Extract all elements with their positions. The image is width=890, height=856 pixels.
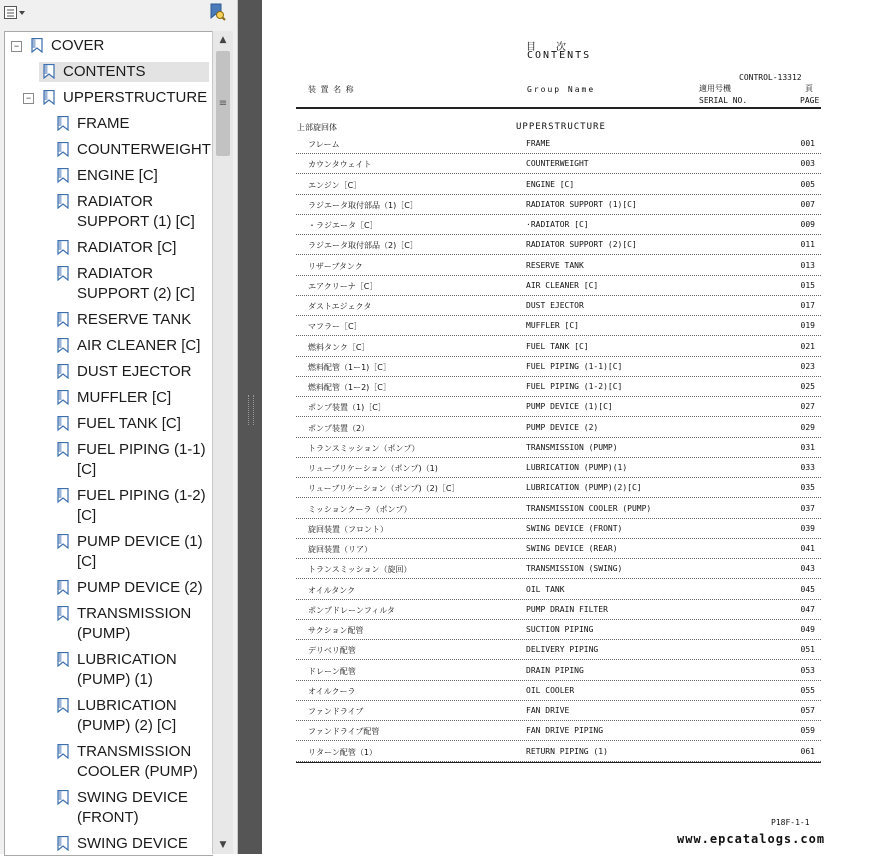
item-name-en: OIL TANK — [526, 584, 565, 594]
section-title-en: UPPERSTRUCTURE — [516, 122, 606, 132]
bookmark-icon — [57, 652, 69, 667]
contents-row — [296, 518, 821, 539]
bookmarks-panel — [0, 0, 238, 854]
bookmark-muffler-c[interactable] — [57, 388, 209, 408]
bookmark-label: RESERVE TANK — [77, 311, 192, 328]
item-page: 061 — [800, 746, 815, 756]
title-japanese: 目 次 — [526, 42, 566, 53]
bookmark-air-cleaner-c[interactable] — [57, 336, 209, 356]
item-name-en: AIR CLEANER [C] — [526, 280, 599, 290]
item-name-en: RESERVE TANK — [526, 260, 584, 270]
bookmark-label: SWING DEVICE — [77, 835, 188, 852]
header-page-en: PAGE — [800, 96, 820, 105]
item-page: 009 — [800, 220, 815, 229]
item-name-jp: リザーブタンク — [308, 261, 363, 271]
watermark-url: www.epcatalogs.com — [677, 832, 826, 846]
item-page: 021 — [800, 341, 815, 351]
bookmark-upperstructure[interactable] — [43, 88, 209, 108]
scroll-up-arrow[interactable]: ▲ — [219, 35, 227, 45]
bookmark-label: FUEL PIPING (1-2) [C] — [77, 487, 206, 524]
item-name-jp: フレーム — [308, 140, 340, 149]
item-page: 017 — [800, 301, 815, 310]
collapse-toggle[interactable]: − — [23, 93, 34, 104]
item-name-en: ENGINE [C] — [526, 179, 575, 189]
bookmark-frame[interactable] — [57, 114, 209, 134]
contents-row — [296, 376, 821, 397]
item-name-en: PUMP DEVICE (1)[C] — [526, 402, 613, 412]
bookmark-label: COUNTERWEIGHT — [77, 141, 211, 158]
bookmark-label: RADIATOR [C] — [77, 239, 177, 256]
bookmark-label: FRAME — [77, 115, 130, 132]
header-page-jp: 頁 — [805, 84, 813, 93]
bookmark-icon — [57, 416, 69, 431]
bookmark-label: MUFFLER [C] — [77, 389, 172, 406]
bookmark-engine-c[interactable] — [57, 166, 209, 186]
item-page: 035 — [800, 483, 815, 493]
bookmark-fuel-piping-1-1-c[interactable] — [57, 440, 209, 480]
contents-row — [296, 315, 821, 336]
item-page: 027 — [800, 402, 815, 412]
contents-row — [296, 133, 821, 154]
contents-row — [296, 558, 821, 579]
contents-row — [296, 538, 821, 559]
item-name-jp: ドレーン配管 — [308, 666, 356, 676]
item-name-jp: オイルクーラ — [308, 686, 356, 696]
bookmark-icon — [57, 364, 69, 379]
bookmark-icon — [57, 698, 69, 713]
item-name-en: RETURN PIPING (1) — [526, 746, 608, 756]
bookmark-radiator-support-1-c[interactable] — [57, 192, 209, 232]
item-name-jp: ポンプ装置（1)［C］ — [308, 403, 386, 413]
bookmark-icon — [57, 836, 69, 851]
bookmark-swing-device[interactable] — [57, 834, 209, 854]
header-group-name: Group Name — [527, 85, 596, 94]
item-name-en: OIL COOLER — [526, 685, 575, 695]
item-name-jp: トランスミッション（旋回） — [308, 565, 412, 575]
header-name-jp: 装 置 名 称 — [308, 85, 355, 94]
bookmark-label: ENGINE [C] — [77, 167, 158, 184]
bookmark-fuel-tank-c[interactable] — [57, 414, 209, 434]
contents-row — [296, 214, 821, 235]
item-page: 007 — [800, 199, 815, 209]
item-name-en: PUMP DEVICE (2) — [526, 422, 599, 432]
bookmark-counterweight[interactable] — [57, 140, 209, 160]
bookmark-label: FUEL TANK [C] — [77, 415, 181, 432]
item-name-jp: ファンドライブ配管 — [308, 727, 380, 737]
item-name-jp: ミッションクーラ（ポンプ） — [308, 504, 412, 514]
item-page: 001 — [800, 139, 815, 148]
contents-row — [296, 295, 821, 316]
bookmark-tree — [4, 31, 213, 856]
item-page: 051 — [800, 645, 815, 655]
item-name-en: FUEL PIPING (1-1)[C] — [526, 361, 623, 371]
contents-row — [296, 234, 821, 255]
bookmark-icon — [57, 442, 69, 457]
contents-row — [296, 356, 821, 377]
bookmark-lubrication-pump-1[interactable] — [57, 650, 209, 690]
bookmark-icon — [57, 744, 69, 759]
page-code: P18F-1-1 — [771, 818, 810, 827]
bookmark-fuel-piping-1-2-c[interactable] — [57, 486, 209, 526]
bookmark-label: DUST EJECTOR — [77, 363, 192, 380]
item-page: 005 — [800, 179, 815, 189]
item-name-en: DUST EJECTOR — [526, 301, 584, 310]
contents-row — [296, 619, 821, 640]
item-page: 037 — [800, 503, 815, 513]
contents-row — [296, 437, 821, 458]
item-name-jp: リターン配管（1） — [308, 747, 377, 757]
item-page: 013 — [800, 260, 815, 270]
item-page: 033 — [800, 463, 815, 472]
item-page: 057 — [800, 706, 815, 715]
contents-row — [296, 680, 821, 701]
item-page: 025 — [800, 382, 815, 391]
item-name-en: RADIATOR SUPPORT (2)[C] — [526, 240, 637, 250]
item-name-en: LUBRICATION (PUMP)(1) — [526, 463, 628, 472]
item-name-jp: リューブリケーション（ポンプ)（2)［C］ — [308, 484, 460, 494]
find-bookmark-button[interactable] — [206, 5, 228, 23]
item-name-jp: ・ラジエータ［C］ — [308, 221, 378, 230]
bookmarks-toolbar — [0, 0, 237, 30]
item-name-en: PUMP DRAIN FILTER — [526, 604, 608, 614]
contents-row — [296, 477, 821, 498]
item-page: 059 — [800, 726, 815, 736]
find-bookmark-icon — [208, 3, 226, 25]
bookmark-label: CONTENTS — [63, 63, 146, 80]
bookmark-reserve-tank[interactable] — [57, 310, 209, 330]
bookmark-label: PUMP DEVICE (2) — [77, 579, 203, 596]
bookmark-label: AIR CLEANER [C] — [77, 337, 201, 354]
bookmark-icon — [57, 338, 69, 353]
bookmark-label: COVER — [51, 37, 105, 54]
item-name-jp: リューブリケーション（ポンプ)（1) — [308, 464, 438, 473]
contents-row — [296, 660, 821, 681]
item-name-jp: ポンプドレーンフィルタ — [308, 605, 395, 615]
contents-row — [296, 579, 821, 600]
item-page: 003 — [800, 159, 815, 169]
item-name-en: LUBRICATION (PUMP)(2)[C] — [526, 483, 642, 493]
bookmark-dust-ejector[interactable] — [57, 362, 209, 382]
item-name-en: SUCTION PIPING — [526, 625, 594, 634]
contents-row — [296, 700, 821, 721]
item-name-en: RADIATOR SUPPORT (1)[C] — [526, 199, 637, 209]
item-name-jp: エアクリーナ［C］ — [308, 281, 378, 291]
item-name-en: MUFFLER [C] — [526, 321, 579, 331]
item-name-en: TRANSMISSION (SWING) — [526, 564, 623, 574]
bookmark-icon — [57, 194, 69, 209]
item-page: 011 — [800, 240, 815, 250]
bookmark-lubrication-pump-2-c[interactable] — [57, 696, 209, 736]
bookmark-label: RADIATOR SUPPORT (2) [C] — [77, 265, 195, 302]
item-name-jp: 旋回装置（フロント） — [308, 524, 388, 534]
contents-row — [296, 417, 821, 438]
bookmark-icon — [31, 38, 43, 53]
title-contents: CONTENTS — [527, 50, 592, 61]
bookmark-icon — [57, 266, 69, 281]
item-name-jp: エンジン［C］ — [308, 180, 362, 190]
item-name-en: DRAIN PIPING — [526, 665, 584, 675]
bookmark-cover[interactable] — [31, 36, 209, 56]
item-name-en: FUEL PIPING (1-2)[C] — [526, 382, 623, 391]
bookmark-scrollbar[interactable] — [212, 31, 233, 854]
bookmark-icon — [43, 64, 55, 79]
item-name-en: SWING DEVICE (REAR) — [526, 544, 618, 553]
item-page: 055 — [800, 685, 815, 695]
bookmark-radiator-c[interactable] — [57, 238, 209, 258]
bookmark-icon — [57, 240, 69, 255]
contents-row — [296, 639, 821, 660]
bookmark-icon — [57, 312, 69, 327]
bookmark-icon — [57, 116, 69, 131]
bookmark-label: FUEL PIPING (1-1) [C] — [77, 441, 206, 478]
bookmark-icon — [57, 534, 69, 549]
bookmark-icon — [57, 142, 69, 157]
item-name-jp: トランスミッション（ポンプ） — [308, 443, 420, 453]
bookmark-icon — [57, 580, 69, 595]
item-name-jp: 燃料配管（1ー2)［C］ — [308, 383, 391, 392]
panel-splitter[interactable] — [238, 0, 262, 854]
scroll-down-arrow[interactable]: ▼ — [219, 840, 227, 850]
item-page: 023 — [800, 361, 815, 371]
contents-row — [296, 194, 821, 215]
item-name-jp: 燃料配管（1ー1)［C］ — [308, 362, 391, 372]
item-page: 053 — [800, 665, 815, 675]
contents-row — [296, 396, 821, 417]
contents-row — [296, 457, 821, 478]
item-page: 043 — [800, 564, 815, 574]
bookmark-label: TRANSMISSION COOLER (PUMP) — [77, 743, 198, 780]
bookmark-pump-device-1-c[interactable] — [57, 532, 209, 572]
bookmark-icon — [57, 390, 69, 405]
item-name-en: COUNTERWEIGHT — [526, 159, 589, 169]
item-page: 041 — [800, 544, 815, 553]
item-name-jp: カウンタウェイト — [308, 160, 372, 170]
bookmark-label: PUMP DEVICE (1) [C] — [77, 533, 203, 570]
item-name-en: FAN DRIVE — [526, 706, 570, 715]
item-name-jp: オイルタンク — [308, 585, 356, 595]
item-name-en: TRANSMISSION (PUMP) — [526, 442, 618, 452]
bookmark-pump-device-2[interactable] — [57, 578, 209, 598]
scroll-thumb[interactable]: ≡ — [216, 51, 230, 156]
bookmark-icon — [57, 790, 69, 805]
contents-row — [296, 720, 821, 741]
contents-row — [296, 275, 821, 296]
bookmark-label: RADIATOR SUPPORT (1) [C] — [77, 193, 195, 230]
item-name-en: DELIVERY PIPING — [526, 645, 599, 655]
contents-row — [296, 153, 821, 174]
item-page: 029 — [800, 422, 815, 432]
contents-row — [296, 255, 821, 276]
header-serial-jp: 適用号機 — [699, 84, 731, 93]
item-name-jp: デリベリ配管 — [308, 646, 356, 656]
table-end-rule — [296, 762, 821, 763]
bookmark-icon — [57, 168, 69, 183]
item-name-en: FRAME — [526, 139, 551, 148]
control-number: CONTROL-13312 — [739, 73, 802, 82]
item-page: 049 — [800, 625, 815, 634]
collapse-toggle[interactable]: − — [11, 41, 22, 52]
header-rule — [296, 107, 821, 109]
item-name-jp: ファンドライブ — [308, 707, 364, 716]
bookmark-label: TRANSMISSION (PUMP) — [77, 605, 192, 642]
bookmark-icon — [57, 606, 69, 621]
bookmark-icon — [57, 488, 69, 503]
item-name-en: ·RADIATOR [C] — [526, 220, 589, 229]
item-name-jp: ラジエータ取付部品（2)［C］ — [308, 241, 418, 251]
contents-row — [296, 741, 821, 762]
item-page: 045 — [800, 584, 815, 594]
bookmark-label: SWING DEVICE (FRONT) — [77, 789, 188, 826]
item-name-jp: ラジエータ取付部品（1)［C］ — [308, 200, 418, 210]
item-name-en: SWING DEVICE (FRONT) — [526, 523, 623, 533]
item-name-jp: サクション配管 — [308, 626, 364, 635]
item-page: 019 — [800, 321, 815, 331]
contents-row — [296, 174, 821, 195]
contents-row — [296, 599, 821, 620]
contents-row — [296, 498, 821, 519]
item-name-jp: マフラー［C］ — [308, 322, 362, 332]
item-name-jp: ポンプ装置（2） — [308, 423, 370, 433]
bookmark-transmission-cooler-pump[interactable] — [57, 742, 209, 782]
item-page: 039 — [800, 523, 815, 533]
item-name-jp: 燃料タンク［C］ — [308, 342, 370, 352]
item-name-en: FUEL TANK [C] — [526, 341, 589, 351]
options-menu-icon — [4, 5, 26, 24]
bookmark-swing-device-front[interactable] — [57, 788, 209, 828]
item-name-en: TRANSMISSION COOLER (PUMP) — [526, 503, 652, 513]
section-title-jp: 上部旋回体 — [297, 123, 337, 132]
bookmark-icon — [43, 90, 55, 105]
item-name-jp: 旋回装置（リア） — [308, 545, 372, 554]
item-name-en: FAN DRIVE PIPING — [526, 726, 604, 736]
document-page — [262, 0, 890, 854]
splitter-grip[interactable] — [248, 395, 254, 425]
bookmark-label: UPPERSTRUCTURE — [63, 89, 208, 106]
header-serial-en: SERIAL NO. — [699, 96, 748, 105]
item-name-jp: ダストエジェクタ — [308, 302, 372, 311]
bookmark-label: LUBRICATION (PUMP) (1) — [77, 651, 177, 688]
bookmark-transmission-pump[interactable] — [57, 604, 209, 644]
bookmark-contents[interactable] — [39, 62, 209, 82]
item-page: 031 — [800, 442, 815, 452]
item-page: 047 — [800, 604, 815, 614]
bookmark-radiator-support-2-c[interactable] — [57, 264, 209, 304]
item-page: 015 — [800, 280, 815, 290]
bookmark-label: LUBRICATION (PUMP) (2) [C] — [77, 697, 177, 734]
options-menu-button[interactable] — [3, 5, 27, 23]
contents-row — [296, 336, 821, 357]
